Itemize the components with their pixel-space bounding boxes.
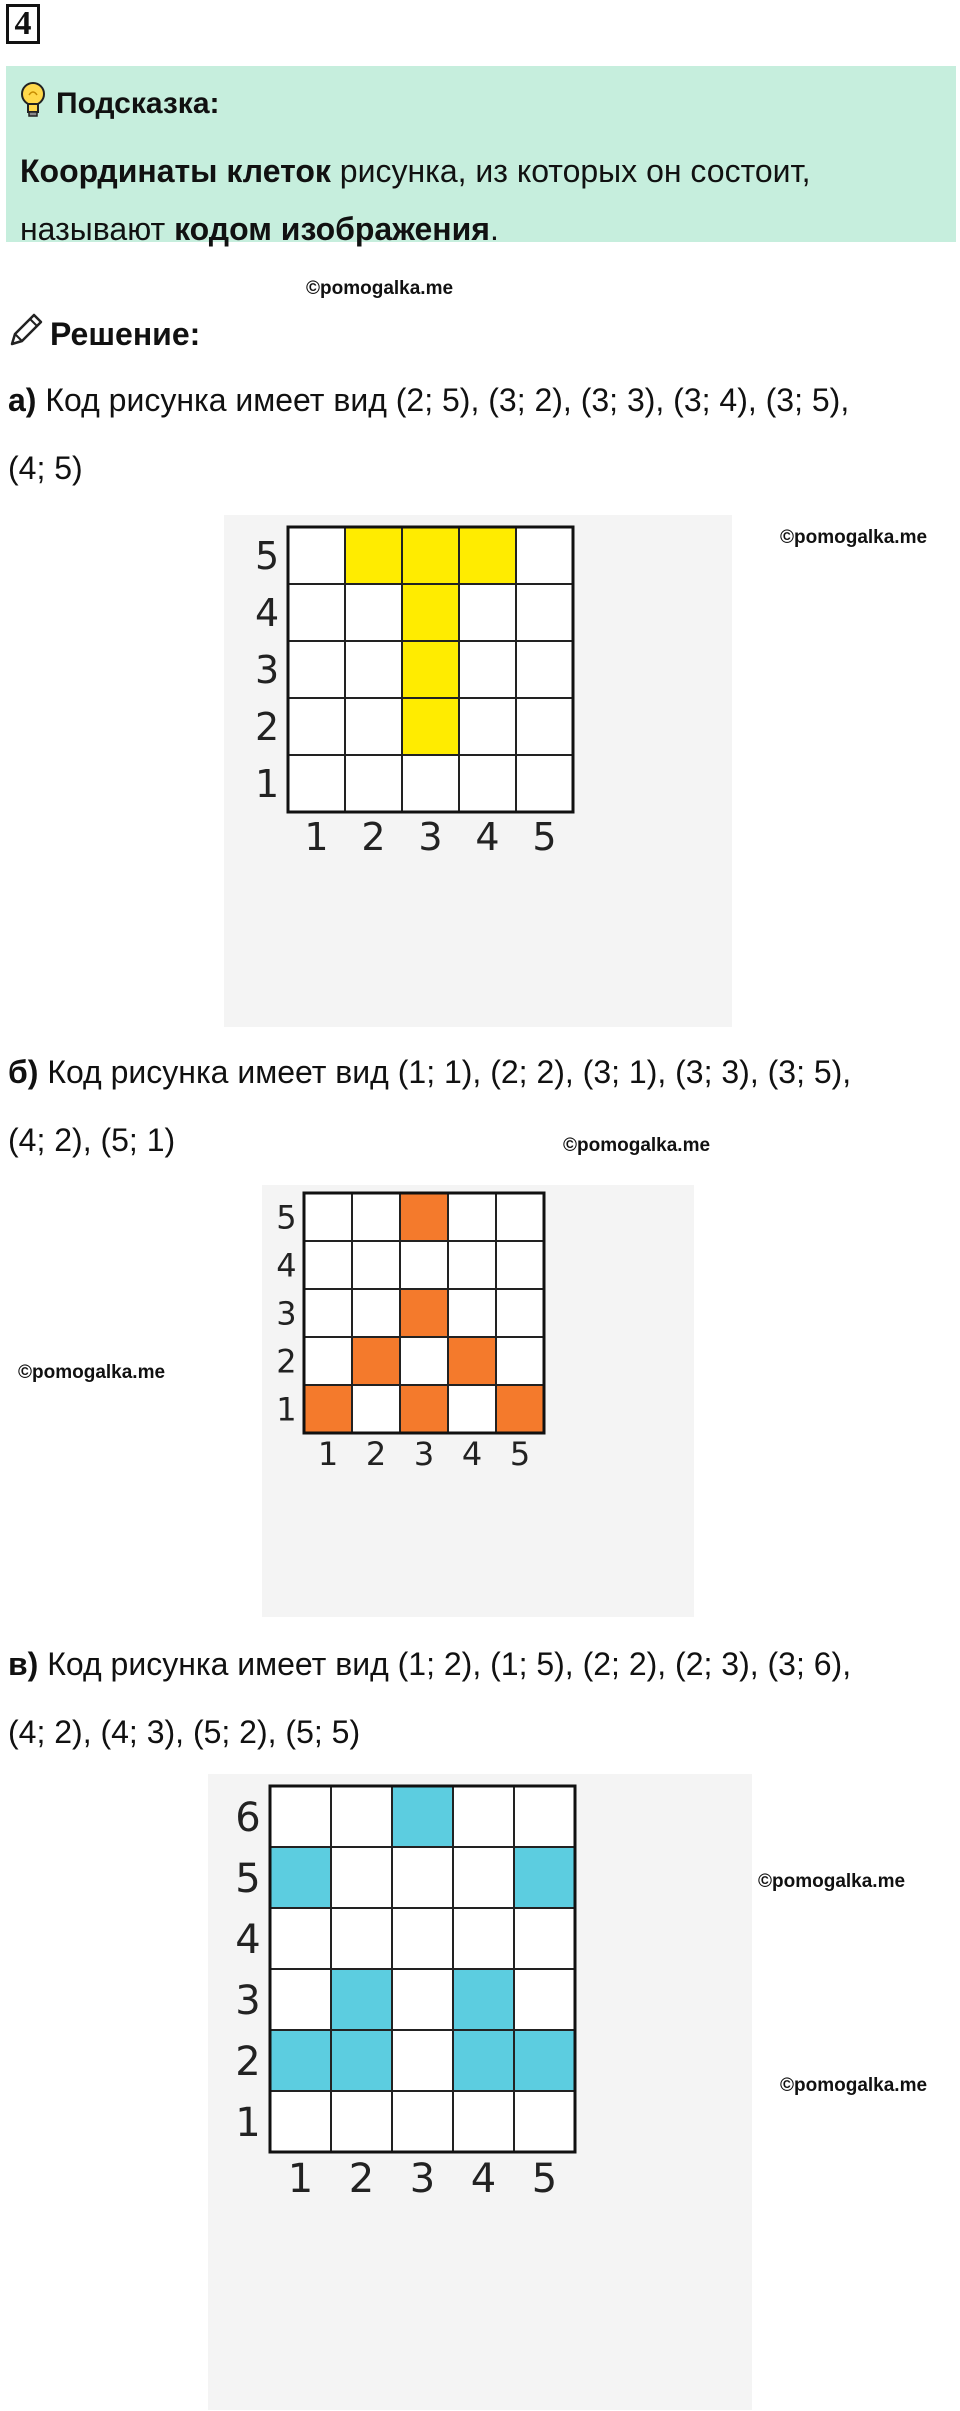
grid-cell: [516, 527, 573, 584]
x-axis-label: 4: [475, 815, 500, 859]
x-axis-label: 1: [317, 1435, 339, 1473]
part-c-text: [8, 1630, 948, 1766]
part-a-text: [8, 366, 948, 502]
y-axis-label: 3: [235, 1977, 261, 2024]
watermark: ©pomogalka.me: [780, 2075, 928, 2096]
hint-line-1: Координаты клеток рисунка, из которых он состоит,: [20, 153, 811, 189]
y-axis-label: 1: [255, 762, 280, 807]
grid-cell: [514, 1786, 575, 1847]
part-b-line-1: б) Код рисунка имеет вид (1; 1), (2; 2), (3; 1), (3; 3), (3; 5),: [8, 1054, 852, 1090]
part-c-line-1: в) Код рисунка имеет вид (1; 2), (1; 5), (2; 2), (2; 3), (3; 6),: [8, 1646, 852, 1682]
y-axis-label: 2: [235, 2038, 261, 2085]
grid-cell-filled: [402, 584, 459, 641]
part-a-line-2: (4; 5): [8, 450, 83, 486]
hint-title: Подсказка:: [56, 87, 220, 120]
grid-cell: [304, 1337, 352, 1385]
x-axis-label: 1: [304, 815, 329, 859]
grid-cell: [331, 1908, 392, 1969]
y-axis-label: 5: [276, 1198, 297, 1237]
x-axis-label: 5: [531, 2156, 558, 2202]
y-axis-label: 2: [255, 705, 280, 750]
grid-cell-filled: [392, 1786, 453, 1847]
grid-cell-filled: [400, 1193, 448, 1241]
hint-line-2: называют кодом изображения.: [20, 211, 499, 247]
part-b-text: [8, 1038, 948, 1174]
grid-cell: [352, 1241, 400, 1289]
grid-cell: [345, 584, 402, 641]
grid-cell: [270, 1786, 331, 1847]
grid-cell-filled: [402, 698, 459, 755]
grid-cell: [516, 755, 573, 812]
grid-c-svg: [208, 1774, 752, 2410]
grid-cell-filled: [331, 1969, 392, 2030]
hint-header: [20, 76, 956, 132]
grid-cell: [400, 1337, 448, 1385]
grid-cell: [288, 641, 345, 698]
grid-cell-filled: [402, 527, 459, 584]
x-axis-label: 1: [287, 2156, 314, 2202]
x-axis-label: 5: [532, 815, 557, 859]
watermark: ©pomogalka.me: [780, 527, 928, 548]
grid-cell: [459, 641, 516, 698]
grid-cell: [448, 1385, 496, 1433]
y-axis-label: 2: [276, 1342, 297, 1381]
hint-box: [6, 66, 956, 247]
grid-cell-filled: [402, 641, 459, 698]
grid-cell-filled: [352, 1337, 400, 1385]
grid-cell: [288, 698, 345, 755]
grid-cell-filled: [453, 2030, 514, 2091]
grid-cell: [345, 698, 402, 755]
x-axis-label: 2: [348, 2156, 375, 2202]
grid-cell: [270, 1969, 331, 2030]
part-c-line-2: (4; 2), (4; 3), (5; 2), (5; 5): [8, 1714, 361, 1750]
grid-c: [208, 1774, 752, 2410]
y-axis-label: 3: [276, 1294, 297, 1333]
grid-cell: [288, 755, 345, 812]
grid-cell: [392, 1969, 453, 2030]
grid-cell-filled: [514, 2030, 575, 2091]
grid-cell: [392, 1908, 453, 1969]
grid-cell: [448, 1289, 496, 1337]
y-axis-label: 4: [255, 591, 280, 636]
grid-cell: [453, 1908, 514, 1969]
y-axis-label: 3: [255, 648, 280, 693]
grid-cell-filled: [304, 1385, 352, 1433]
grid-cell: [516, 584, 573, 641]
grid-cell: [288, 584, 345, 641]
grid-cell-filled: [448, 1337, 496, 1385]
grid-cell: [400, 1241, 448, 1289]
grid-cell: [459, 698, 516, 755]
grid-cell: [459, 584, 516, 641]
grid-cell: [496, 1241, 544, 1289]
grid-cell: [514, 1969, 575, 2030]
grid-cell: [331, 1786, 392, 1847]
x-axis-label: 4: [470, 2156, 497, 2202]
grid-cell-filled: [331, 2030, 392, 2091]
watermark: ©pomogalka.me: [563, 1135, 711, 1156]
grid-cell-filled: [496, 1385, 544, 1433]
watermark: ©pomogalka.me: [18, 1362, 166, 1383]
grid-cell-filled: [400, 1289, 448, 1337]
grid-cell: [392, 1847, 453, 1908]
grid-cell: [304, 1193, 352, 1241]
x-axis-label: 3: [409, 2156, 436, 2202]
grid-a-svg: [224, 515, 732, 1027]
grid-cell: [514, 2091, 575, 2152]
grid-cell: [304, 1289, 352, 1337]
grid-cell: [453, 1786, 514, 1847]
pencil-icon: [8, 312, 44, 356]
grid-cell: [459, 755, 516, 812]
grid-cell: [352, 1193, 400, 1241]
grid-cell: [448, 1241, 496, 1289]
part-a-line-1: а) Код рисунка имеет вид (2; 5), (3; 2), (3; 3), (3; 4), (3; 5),: [8, 382, 850, 418]
grid-cell-filled: [270, 1847, 331, 1908]
grid-cell-filled: [453, 1969, 514, 2030]
grid-cell: [402, 755, 459, 812]
grid-cell: [270, 2091, 331, 2152]
grid-cell: [516, 641, 573, 698]
grid-cell: [304, 1241, 352, 1289]
grid-cell: [448, 1193, 496, 1241]
part-b-line-2: (4; 2), (5; 1): [8, 1122, 176, 1158]
grid-b-svg: [262, 1185, 694, 1617]
x-axis-label: 2: [365, 1435, 387, 1473]
y-axis-label: 1: [235, 2099, 261, 2146]
grid-cell: [270, 1908, 331, 1969]
grid-cell: [288, 527, 345, 584]
grid-cell: [496, 1337, 544, 1385]
hint-text: [20, 142, 956, 258]
task-number: 4: [6, 4, 40, 44]
grid-cell-filled: [514, 1847, 575, 1908]
lightbulb-icon: [20, 81, 46, 127]
x-axis-label: 3: [418, 815, 443, 859]
watermark: ©pomogalka.me: [758, 1871, 906, 1892]
y-axis-label: 1: [276, 1390, 297, 1429]
grid-b: [262, 1185, 694, 1617]
grid-cell-filled: [400, 1385, 448, 1433]
grid-cell-filled: [345, 527, 402, 584]
y-axis-label: 5: [255, 534, 280, 579]
y-axis-label: 6: [235, 1794, 261, 1841]
grid-cell: [453, 1847, 514, 1908]
grid-cell-filled: [459, 527, 516, 584]
grid-cell: [352, 1289, 400, 1337]
solution-header: [8, 312, 200, 356]
grid-cell-filled: [270, 2030, 331, 2091]
y-axis-label: 4: [235, 1916, 261, 1963]
y-axis-label: 5: [235, 1855, 261, 1902]
x-axis-label: 4: [461, 1435, 483, 1473]
grid-cell: [331, 2091, 392, 2152]
grid-cell: [392, 2030, 453, 2091]
grid-a: [224, 515, 732, 1027]
grid-cell: [352, 1385, 400, 1433]
grid-cell: [331, 1847, 392, 1908]
grid-cell: [496, 1193, 544, 1241]
y-axis-label: 4: [276, 1246, 297, 1285]
grid-cell: [496, 1289, 544, 1337]
watermark: ©pomogalka.me: [306, 278, 454, 299]
x-axis-label: 2: [361, 815, 386, 859]
x-axis-label: 5: [509, 1435, 531, 1473]
solution-title: Решение:: [50, 315, 201, 352]
grid-cell: [345, 755, 402, 812]
grid-cell: [514, 1908, 575, 1969]
grid-cell: [392, 2091, 453, 2152]
grid-cell: [345, 641, 402, 698]
grid-cell: [516, 698, 573, 755]
grid-cell: [453, 2091, 514, 2152]
x-axis-label: 3: [413, 1435, 435, 1473]
